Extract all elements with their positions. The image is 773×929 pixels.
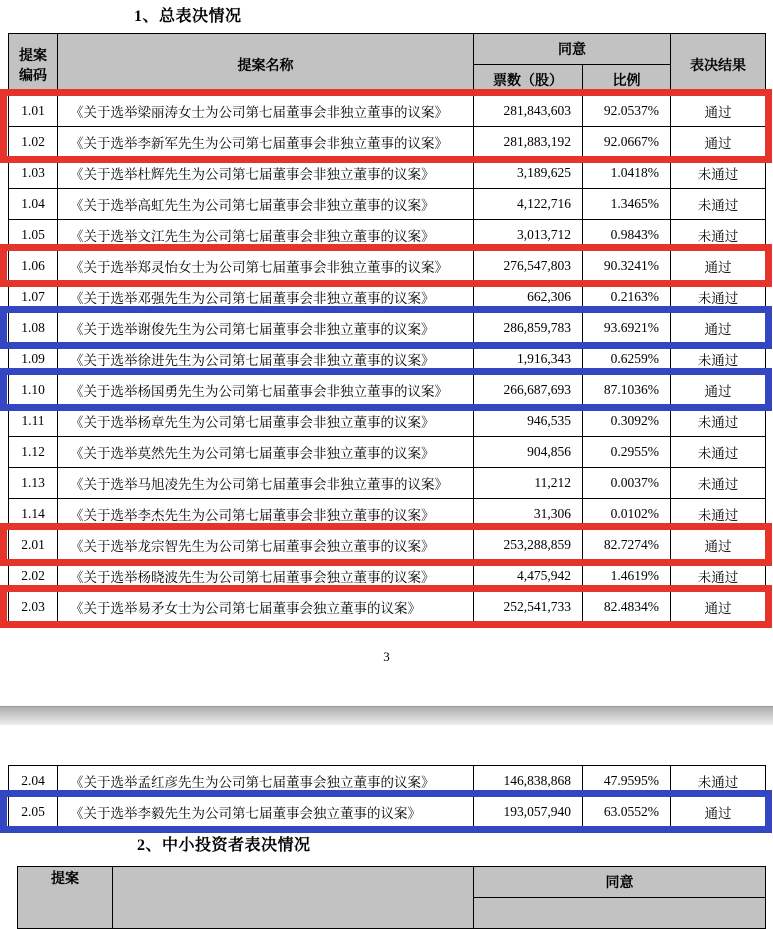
cell-proposal-name: 《关于选举李毅先生为公司第七届董事会独立董事的议案》 — [58, 797, 474, 828]
cell-agree-votes: 662,306 — [474, 282, 583, 313]
cell-agree-votes: 4,475,942 — [474, 561, 583, 592]
header-votes: 票数（股） — [474, 65, 583, 96]
cell-vote-result: 未通过 — [671, 766, 766, 797]
cell-agree-ratio: 0.3092% — [583, 406, 671, 437]
cell-agree-votes: 252,541,733 — [474, 592, 583, 623]
cell-vote-result: 未通过 — [671, 406, 766, 437]
cell-proposal-code: 1.07 — [9, 282, 58, 313]
cell-proposal-code: 1.09 — [9, 344, 58, 375]
cell-agree-votes: 281,843,603 — [474, 96, 583, 127]
cell-vote-result: 通过 — [671, 592, 766, 623]
cell-agree-ratio: 0.0037% — [583, 468, 671, 499]
minority-vote-table-partial — [17, 866, 766, 929]
cell-proposal-name: 《关于选举文江先生为公司第七届董事会非独立董事的议案》 — [58, 220, 474, 251]
cell-proposal-code: 1.01 — [9, 96, 58, 127]
cell-vote-result: 未通过 — [671, 189, 766, 220]
cell-proposal-code: 1.13 — [9, 468, 58, 499]
section-title-total-votes: 1、总表决情况 — [134, 8, 242, 25]
table-row — [9, 592, 766, 623]
table-row — [9, 499, 766, 530]
cell-agree-ratio: 82.7274% — [583, 530, 671, 561]
cell-proposal-name: 《关于选举徐进先生为公司第七届董事会非独立董事的议案》 — [58, 344, 474, 375]
cell-vote-result: 未通过 — [671, 220, 766, 251]
header-agree: 同意 — [474, 34, 671, 65]
table-row — [9, 313, 766, 344]
cell-proposal-name: 《关于选举高虹先生为公司第七届董事会非独立董事的议案》 — [58, 189, 474, 220]
cell-proposal-code: 2.04 — [9, 766, 58, 797]
cell-proposal-name: 《关于选举郑灵怡女士为公司第七届董事会非独立董事的议案》 — [58, 251, 474, 282]
section-title-minority-votes: 2、中小投资者表决情况 — [137, 837, 311, 854]
table-row — [9, 127, 766, 158]
cell-proposal-name: 《关于选举孟红彦先生为公司第七届董事会独立董事的议案》 — [58, 766, 474, 797]
cell-agree-votes: 286,859,783 — [474, 313, 583, 344]
cell-vote-result: 通过 — [671, 313, 766, 344]
cell-proposal-name: 《关于选举杨章先生为公司第七届董事会非独立董事的议案》 — [58, 406, 474, 437]
cell-vote-result: 通过 — [671, 96, 766, 127]
cell-agree-votes: 904,856 — [474, 437, 583, 468]
table-row — [9, 96, 766, 127]
cell-agree-ratio: 93.6921% — [583, 313, 671, 344]
cell-proposal-code: 2.01 — [9, 530, 58, 561]
cell-agree-votes: 276,547,803 — [474, 251, 583, 282]
cell-proposal-name: 《关于选举李新军先生为公司第七届董事会非独立董事的议案》 — [58, 127, 474, 158]
cell-agree-ratio: 92.0667% — [583, 127, 671, 158]
cell-proposal-name: 《关于选举马旭凌先生为公司第七届董事会非独立董事的议案》 — [58, 468, 474, 499]
cell-agree-ratio: 47.9595% — [583, 766, 671, 797]
cell-proposal-code: 1.12 — [9, 437, 58, 468]
cell-proposal-code: 2.02 — [9, 561, 58, 592]
cell-agree-ratio: 1.0418% — [583, 158, 671, 189]
table-row — [9, 561, 766, 592]
cell-agree-votes: 193,057,940 — [474, 797, 583, 828]
cell-agree-votes: 946,535 — [474, 406, 583, 437]
header-agree: 同意 — [474, 867, 766, 898]
cell-agree-votes: 31,306 — [474, 499, 583, 530]
cell-agree-votes: 253,288,859 — [474, 530, 583, 561]
table-row — [9, 766, 766, 797]
cell-vote-result: 未通过 — [671, 499, 766, 530]
cell-agree-ratio: 0.6259% — [583, 344, 671, 375]
table-row — [9, 282, 766, 313]
cell-agree-votes: 4,122,716 — [474, 189, 583, 220]
table-row — [9, 468, 766, 499]
cell-proposal-code: 2.05 — [9, 797, 58, 828]
cell-agree-votes: 146,838,868 — [474, 766, 583, 797]
cell-proposal-code: 1.04 — [9, 189, 58, 220]
header-proposal-name: 提案名称 — [58, 34, 474, 96]
cell-agree-ratio: 1.4619% — [583, 561, 671, 592]
cell-proposal-code: 1.03 — [9, 158, 58, 189]
cell-agree-ratio: 82.4834% — [583, 592, 671, 623]
cell-proposal-code: 1.14 — [9, 499, 58, 530]
cell-proposal-code: 1.02 — [9, 127, 58, 158]
cell-agree-ratio: 92.0537% — [583, 96, 671, 127]
cell-vote-result: 未通过 — [671, 344, 766, 375]
table-row — [9, 344, 766, 375]
cell-vote-result: 通过 — [671, 251, 766, 282]
table-row — [9, 375, 766, 406]
cell-agree-ratio: 0.2955% — [583, 437, 671, 468]
cell-agree-ratio: 0.9843% — [583, 220, 671, 251]
cell-proposal-name: 《关于选举莫然先生为公司第七届董事会非独立董事的议案》 — [58, 437, 474, 468]
cell-proposal-code: 1.08 — [9, 313, 58, 344]
table-row — [9, 797, 766, 828]
header-proposal-code — [9, 34, 58, 96]
header-proposal-name — [113, 867, 474, 929]
cell-agree-ratio: 90.3241% — [583, 251, 671, 282]
cell-proposal-name: 《关于选举邓强先生为公司第七届董事会非独立董事的议案》 — [58, 282, 474, 313]
cell-agree-votes: 11,212 — [474, 468, 583, 499]
cell-vote-result: 通过 — [671, 375, 766, 406]
cell-agree-votes: 281,883,192 — [474, 127, 583, 158]
cell-proposal-code: 2.03 — [9, 592, 58, 623]
table-row — [9, 406, 766, 437]
cell-vote-result: 未通过 — [671, 437, 766, 468]
cell-agree-votes: 3,189,625 — [474, 158, 583, 189]
cell-proposal-name: 《关于选举杜辉先生为公司第七届董事会非独立董事的议案》 — [58, 158, 474, 189]
cell-vote-result: 未通过 — [671, 468, 766, 499]
table-row — [9, 189, 766, 220]
cell-proposal-name: 《关于选举谢俊先生为公司第七届董事会非独立董事的议案》 — [58, 313, 474, 344]
cell-vote-result: 通过 — [671, 127, 766, 158]
cell-vote-result: 未通过 — [671, 561, 766, 592]
cell-agree-votes: 3,013,712 — [474, 220, 583, 251]
cell-proposal-code: 1.05 — [9, 220, 58, 251]
table-row — [9, 158, 766, 189]
cell-vote-result: 通过 — [671, 530, 766, 561]
cell-proposal-name: 《关于选举易矛女士为公司第七届董事会独立董事的议案》 — [58, 592, 474, 623]
cell-agree-ratio: 87.1036% — [583, 375, 671, 406]
table-row — [9, 251, 766, 282]
cell-proposal-name: 《关于选举杨国勇先生为公司第七届董事会非独立董事的议案》 — [58, 375, 474, 406]
cell-vote-result: 未通过 — [671, 282, 766, 313]
table-row — [9, 220, 766, 251]
cell-proposal-code: 1.10 — [9, 375, 58, 406]
cell-proposal-code: 1.11 — [9, 406, 58, 437]
table-row — [9, 437, 766, 468]
cell-vote-result: 未通过 — [671, 158, 766, 189]
cell-proposal-code: 1.06 — [9, 251, 58, 282]
cell-proposal-name: 《关于选举李杰先生为公司第七届董事会非独立董事的议案》 — [58, 499, 474, 530]
vote-table-page1 — [8, 33, 766, 623]
page-number: 3 — [383, 649, 390, 664]
cell-proposal-name: 《关于选举杨晓波先生为公司第七届董事会独立董事的议案》 — [58, 561, 474, 592]
cell-proposal-name: 《关于选举梁丽涛女士为公司第七届董事会非独立董事的议案》 — [58, 96, 474, 127]
header-proposal-code-line2: 编码 — [19, 68, 47, 84]
cell-agree-ratio: 0.0102% — [583, 499, 671, 530]
page-separator — [0, 706, 773, 725]
header-subrow-placeholder — [474, 898, 766, 929]
header-proposal-code-line1: 提案 — [19, 48, 47, 64]
vote-table-page2-continuation — [8, 765, 766, 828]
cell-agree-votes: 266,687,693 — [474, 375, 583, 406]
header-proposal-code: 提案 — [18, 867, 113, 929]
cell-agree-ratio: 63.0552% — [583, 797, 671, 828]
table-row — [9, 530, 766, 561]
cell-agree-votes: 1,916,343 — [474, 344, 583, 375]
cell-proposal-name: 《关于选举龙宗智先生为公司第七届董事会独立董事的议案》 — [58, 530, 474, 561]
header-ratio: 比例 — [583, 65, 671, 96]
cell-agree-ratio: 1.3465% — [583, 189, 671, 220]
cell-agree-ratio: 0.2163% — [583, 282, 671, 313]
cell-vote-result: 通过 — [671, 797, 766, 828]
header-result: 表决结果 — [671, 34, 766, 96]
